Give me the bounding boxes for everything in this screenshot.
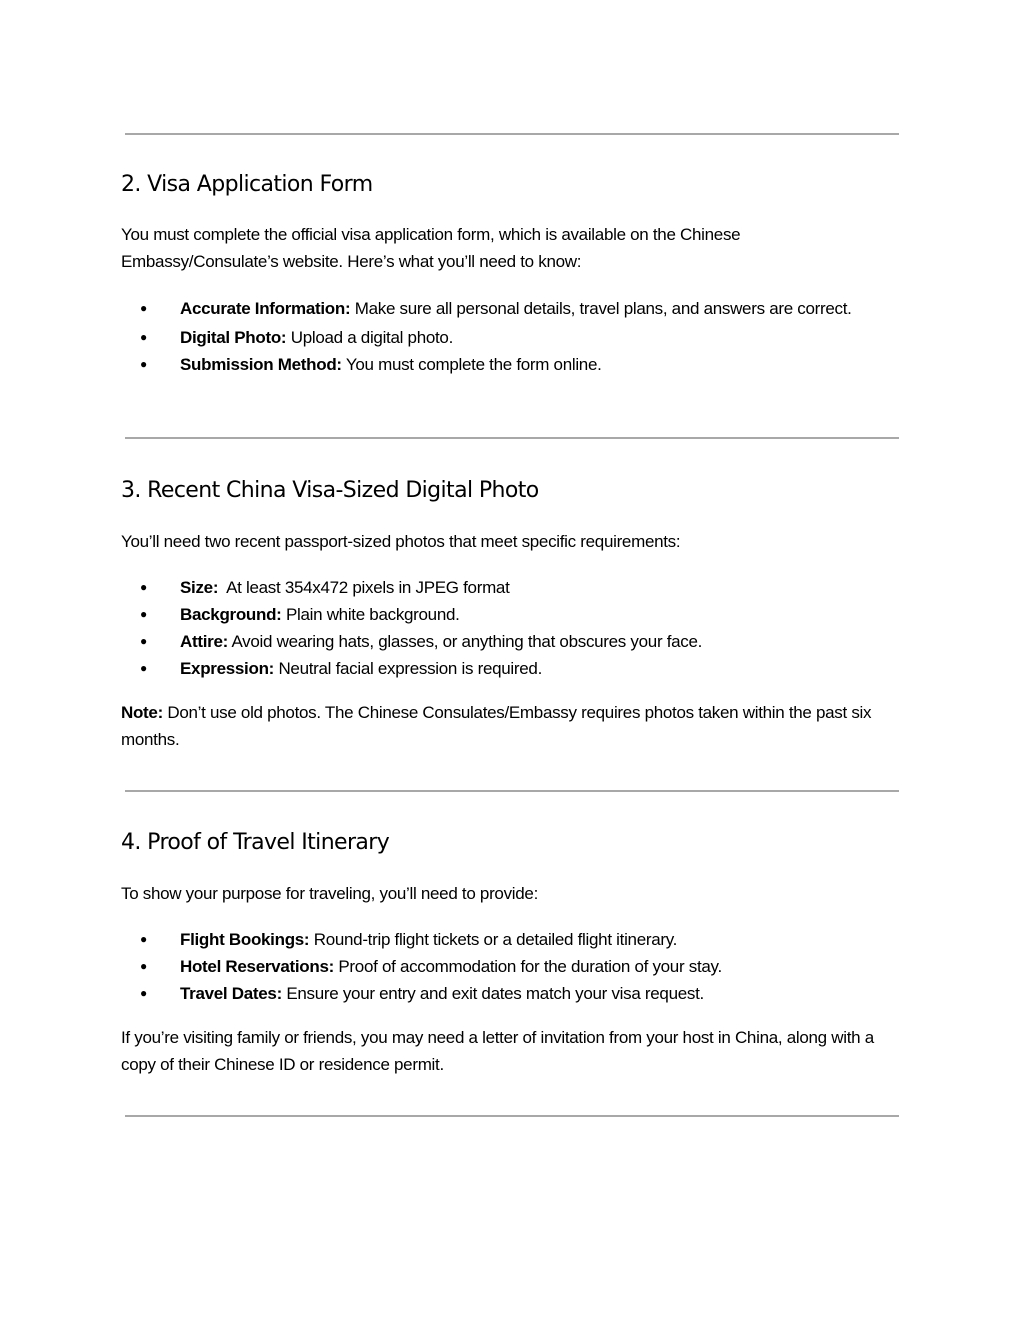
bullet-icon: ● <box>140 301 147 315</box>
item-label: Travel Dates: <box>180 984 282 1003</box>
section-heading: 4. Proof of Travel Itinerary <box>121 830 390 855</box>
item-text: Round-trip flight tickets or a detailed flight itinerary. <box>309 930 678 949</box>
list-item <box>121 574 901 601</box>
note-text: Don’t use old photos. The Chinese Consulates/Embassy requires photos taken within the past six months. <box>121 703 872 749</box>
note-label: Note: <box>121 703 163 722</box>
bullet-list <box>121 295 901 378</box>
list-item <box>121 324 901 351</box>
item-text: Ensure your entry and exit dates match your visa request. <box>281 984 704 1003</box>
item-text: Avoid wearing hats, glasses, or anything that obscures your face. <box>227 632 703 651</box>
item-label: Background: <box>180 605 282 624</box>
item-text: Proof of accommodation for the duration of your stay. <box>333 957 722 976</box>
horizontal-rule <box>125 790 899 792</box>
item-label: Expression: <box>180 659 275 678</box>
section-travel-itinerary <box>121 829 901 1078</box>
item-label: Accurate Information: <box>180 299 351 318</box>
item-label: Flight Bookings: <box>180 930 310 949</box>
list-item <box>121 601 901 628</box>
item-label: Digital Photo: <box>180 328 287 347</box>
section-outro: If you’re visiting family or friends, you may need a letter of invitation from your host in China, along with a copy of their Chinese ID or residence permit. <box>121 1028 874 1074</box>
bullet-list <box>121 926 901 1007</box>
section-heading: 3. Recent China Visa-Sized Digital Photo <box>121 478 539 503</box>
item-text: Make sure all personal details, travel plans, and answers are correct. <box>350 299 852 318</box>
bullet-icon: ● <box>140 634 147 648</box>
item-text: At least 354x472 pixels in JPEG format <box>218 578 510 597</box>
section-digital-photo <box>121 477 901 753</box>
list-item <box>121 295 901 322</box>
list-item <box>121 655 901 682</box>
section-intro: You must complete the official visa application form, which is available on the Chinese Embassy/Consulate’s website. Here’s what you’ll need to know: <box>121 225 741 271</box>
bullet-icon: ● <box>140 959 147 973</box>
list-item <box>121 628 901 655</box>
list-item <box>121 953 901 980</box>
section-visa-application-form <box>121 171 901 378</box>
horizontal-rule <box>125 133 899 135</box>
item-text: Upload a digital photo. <box>286 328 453 347</box>
bullet-icon: ● <box>140 330 147 344</box>
bullet-icon: ● <box>140 661 147 675</box>
item-text: You must complete the form online. <box>341 355 602 374</box>
list-item <box>121 351 901 378</box>
section-intro: You’ll need two recent passport-sized photos that meet specific requirements: <box>121 532 681 551</box>
note-paragraph <box>121 699 901 753</box>
item-label: Size: <box>180 578 219 597</box>
list-item <box>121 926 901 953</box>
bullet-icon: ● <box>140 932 147 946</box>
bullet-icon: ● <box>140 607 147 621</box>
item-text: Plain white background. <box>281 605 460 624</box>
horizontal-rule <box>125 1115 899 1117</box>
item-label: Hotel Reservations: <box>180 957 334 976</box>
item-label: Submission Method: <box>180 355 342 374</box>
bullet-icon: ● <box>140 580 147 594</box>
bullet-icon: ● <box>140 986 147 1000</box>
horizontal-rule <box>125 437 899 439</box>
item-text: Neutral facial expression is required. <box>274 659 543 678</box>
bullet-icon: ● <box>140 357 147 371</box>
section-heading: 2. Visa Application Form <box>121 172 373 197</box>
item-label: Attire: <box>180 632 228 651</box>
list-item <box>121 980 901 1007</box>
section-intro: To show your purpose for traveling, you’ll need to provide: <box>121 884 538 903</box>
bullet-list <box>121 574 901 682</box>
